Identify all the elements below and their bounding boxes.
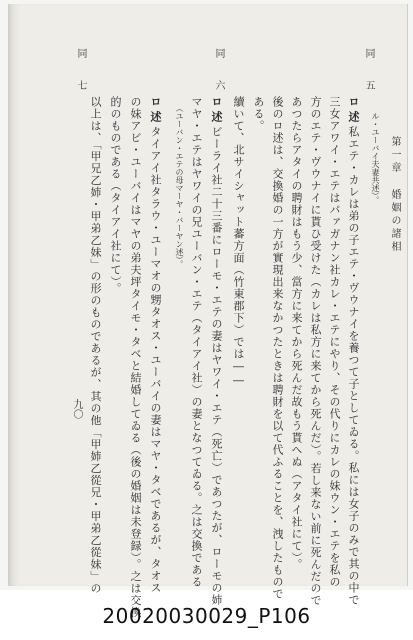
body-column: の妹アビ・ユーバイはマヤの弟夫坪タイモ・タベと結婚してゐる（後の婚姻は未登録）。之は交換 xyxy=(129,96,142,619)
chapter-heading: 第一章 婚姻の諸相 xyxy=(389,136,400,254)
body-column: 三女アワイ・エテはパァガナン社カレ・エテにやり、その代りにカレの妹ウン・エテを私の xyxy=(328,96,341,588)
body-column: あつたらアタイの聘財はもう少、當方に来てから死んだ故もう貰へぬ（アタイ社にて）。 xyxy=(290,96,303,571)
body-column xyxy=(348,96,359,606)
gutter-label-7: 同 七 xyxy=(75,48,86,96)
body-column: ル・ユーバイ夫妻共述）。 xyxy=(371,112,380,204)
body-column xyxy=(211,96,222,606)
gutter-label-6: 同 六 xyxy=(213,48,224,96)
body-column: 方のエテ・ヴウナイに貰ひ受けた（カレは私方に来てから死んだ）。若し来ない前に死んだので xyxy=(309,96,322,607)
body-column: 續いて、北サイシャット蕃方面（竹東郡下）では―― xyxy=(232,96,245,388)
body-column: ある。 xyxy=(252,96,265,132)
oral-statement-label: ロ述 xyxy=(149,96,162,126)
column-text: タイアイ社タラウ・ユーマオの甥タオス・ユーバイの妻はマヤ・タベであるが、タオス xyxy=(149,126,162,594)
gutter-label-5: 同 五 xyxy=(363,48,374,96)
body-column: 後のロ述は、交換婚の一方が實現出来なかつたときは聘財を以て代ふることを、洩したもので xyxy=(271,96,284,600)
body-column: （ユーバン・エテの母マーヤ・バーヤン述）。 xyxy=(175,104,184,268)
body-column xyxy=(150,96,161,594)
scan-identifier: 20020030029_P106 xyxy=(102,604,311,628)
column-text: 私エテ・カレは弟の子エテ・ヴウナイを養つて子としてゐる。私には女子のみで其の中で xyxy=(347,126,360,606)
column-text: ビーライ社二十三番にローモ・エテの妻はヤワイ・エテ（死亡）であつたが、ローモの姉 xyxy=(210,126,223,606)
body-column: マヤ・エテはヤワイの兄ユーバン・エテ（タイアイ社）の妻となつてゐる。之は交換である xyxy=(190,96,203,588)
oral-statement-label: ロ述 xyxy=(347,96,360,126)
body-column: 以上は、「甲兄乙姉・甲弟乙妹」の形のものであるが、其の他「甲姉乙從兄・甲弟乙從妹」の xyxy=(89,96,102,595)
page-number: 九〇 xyxy=(71,399,82,419)
body-column: 的のものである（タイアイ社にて）。 xyxy=(109,96,122,295)
oral-statement-label: ロ述 xyxy=(210,96,223,126)
